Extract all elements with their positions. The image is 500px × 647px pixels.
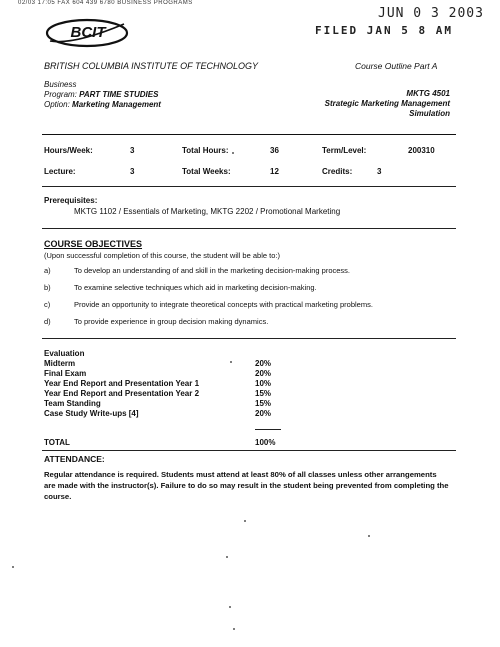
filed-stamp: FILED JAN 5 8 AM — [315, 24, 453, 37]
evaluation-item: Midterm — [44, 359, 76, 368]
evaluation-weight: 15% — [255, 399, 272, 408]
scan-speck — [233, 628, 235, 630]
scan-speck — [232, 152, 234, 154]
divider — [42, 134, 456, 135]
prerequisites-heading: Prerequisites: — [44, 196, 98, 205]
institution-name: BRITISH COLUMBIA INSTITUTE OF TECHNOLOGY — [44, 61, 259, 71]
lecture-label: Lecture: — [44, 167, 76, 176]
received-date-stamp: JUN 0 3 2003 — [378, 6, 484, 21]
evaluation-item: Year End Report and Presentation Year 2 — [44, 389, 200, 398]
outline-label: Course Outline Part A — [355, 61, 438, 71]
objective-item: a) To develop an understanding of and skill in the marketing decision-making process. — [44, 266, 350, 275]
evaluation-item: Final Exam — [44, 369, 87, 378]
scan-speck — [230, 361, 232, 363]
fax-header: 02/03 17:05 FAX 604 439 6780 BUSINESS PROGRAMS — [18, 0, 193, 6]
scan-speck — [12, 566, 14, 568]
svg-text:BCIT: BCIT — [70, 24, 106, 41]
school-name: Business — [44, 80, 77, 89]
prerequisites-text: MKTG 1102 / Essentials of Marketing, MKTG 2202 / Promotional Marketing — [74, 207, 341, 216]
objective-item: c) Provide an opportunity to integrate theoretical concepts with practical marketing problems. — [44, 300, 373, 309]
evaluation-total-value: 100% — [255, 438, 276, 447]
evaluation-item: Case Study Write-ups [4] — [44, 409, 139, 418]
objective-item: d) To provide experience in group decision making dynamics. — [44, 317, 269, 326]
evaluation-weight: 20% — [255, 409, 272, 418]
scan-speck — [229, 606, 231, 608]
evaluation-item: Team Standing — [44, 399, 101, 408]
lecture-value: 3 — [130, 167, 135, 176]
credits-label: Credits: — [322, 167, 353, 176]
evaluation-item: Year End Report and Presentation Year 1 — [44, 379, 200, 388]
divider — [42, 338, 456, 339]
total-underline — [255, 429, 281, 430]
term-level-value: 200310 — [408, 146, 435, 155]
divider — [42, 186, 456, 187]
attendance-text: Regular attendance is required. Students must attend at least 80% of all classes unless other arrangements are made with the instructor(s). Failure to do so may result in the student being prevented from completing the course. — [44, 470, 449, 501]
divider — [42, 228, 456, 229]
course-title-line2: Simulation — [409, 109, 450, 118]
program-info — [44, 80, 161, 110]
term-level-label: Term/Level: — [322, 146, 367, 155]
credits-value: 3 — [377, 167, 382, 176]
bcit-logo — [44, 14, 130, 50]
evaluation-weight: 10% — [255, 379, 272, 388]
course-title-block — [325, 89, 450, 119]
attendance-heading: ATTENDANCE: — [44, 454, 105, 464]
evaluation-weight: 15% — [255, 389, 272, 398]
scan-speck — [244, 520, 246, 522]
divider — [42, 450, 456, 451]
evaluation-heading: Evaluation — [44, 349, 85, 358]
evaluation-weight: 20% — [255, 369, 272, 378]
objectives-heading: COURSE OBJECTIVES — [44, 239, 143, 249]
scan-speck — [226, 556, 228, 558]
hours-week-value: 3 — [130, 146, 135, 155]
course-title: Strategic Marketing Management — [324, 99, 450, 108]
total-weeks-label: Total Weeks: — [182, 167, 231, 176]
evaluation-weight: 20% — [255, 359, 272, 368]
total-weeks-value: 12 — [270, 167, 279, 176]
total-hours-value: 36 — [270, 146, 279, 155]
option-line: Option: Marketing Management — [44, 100, 161, 109]
course-code: MKTG 4501 — [406, 89, 450, 98]
scan-speck — [368, 535, 370, 537]
objective-item: b) To examine selective techniques which aid in marketing decision-making. — [44, 283, 317, 292]
objectives-intro: (Upon successful completion of this course, the student will be able to:) — [44, 251, 280, 260]
program-line: Program: PART TIME STUDIES — [44, 90, 159, 99]
evaluation-total-label: TOTAL — [44, 438, 70, 447]
hours-week-label: Hours/Week: — [44, 146, 93, 155]
total-hours-label: Total Hours: — [182, 146, 229, 155]
